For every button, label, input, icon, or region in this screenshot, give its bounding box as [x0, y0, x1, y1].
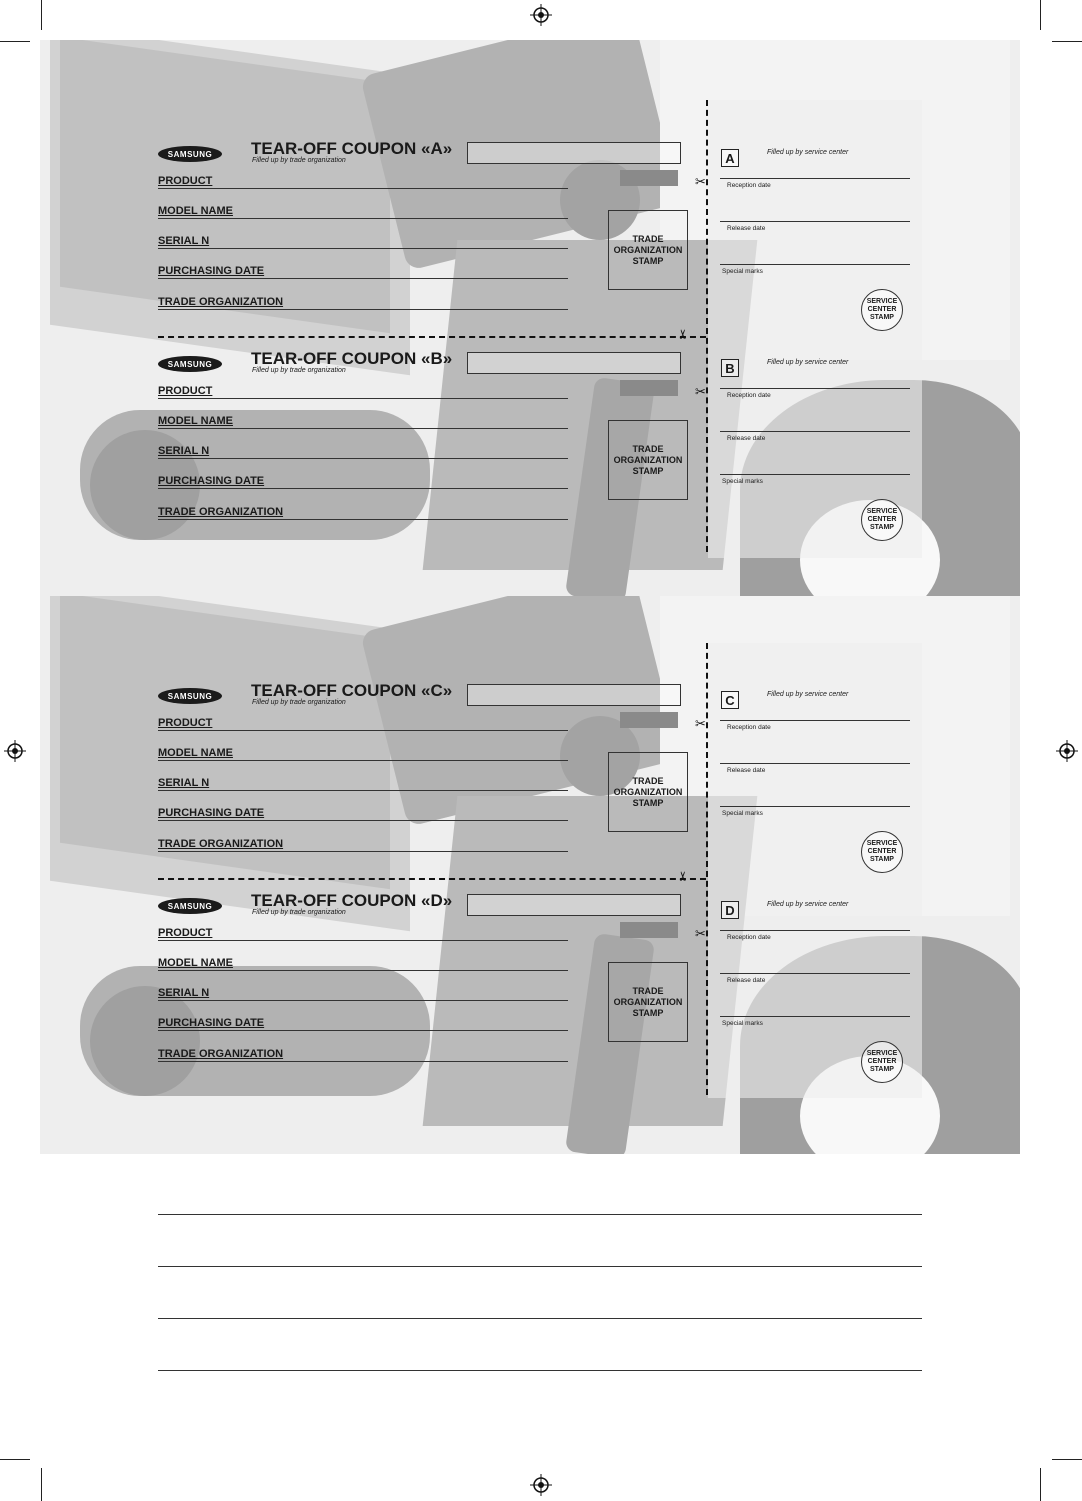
- scissors-icon: ✂: [695, 716, 706, 731]
- service-entry-line[interactable]: [720, 973, 910, 974]
- field-entry-line[interactable]: [158, 1030, 568, 1031]
- stamp-text: CENTER: [867, 1058, 897, 1065]
- field-label: MODEL NAME: [158, 415, 233, 427]
- service-field-label: Special marks: [722, 478, 763, 485]
- field-label: PRODUCT: [158, 927, 213, 939]
- service-subtitle: Filled up by service center: [767, 691, 849, 698]
- samsung-logo: SAMSUNG: [158, 688, 222, 704]
- service-field-label: Reception date: [727, 392, 771, 399]
- service-entry-line[interactable]: [720, 221, 910, 222]
- service-center-stamp: [861, 831, 903, 873]
- notes-line: [158, 1370, 922, 1371]
- service-entry-line[interactable]: [720, 720, 910, 721]
- stamp-text: SERVICE: [866, 298, 898, 305]
- field-label: MODEL NAME: [158, 957, 233, 969]
- notes-line: [158, 1318, 922, 1319]
- field-entry-line[interactable]: [158, 730, 568, 731]
- service-entry-line[interactable]: [720, 763, 910, 764]
- field-label: SERIAL N: [158, 777, 210, 789]
- service-field-label: Release date: [727, 435, 766, 442]
- field-entry-line[interactable]: [158, 278, 568, 279]
- service-field-label: Special marks: [722, 810, 763, 817]
- stamp-text: STAMP: [870, 856, 894, 863]
- stamp-text: TRADE: [632, 233, 664, 244]
- crop-mark: [41, 1468, 42, 1501]
- crop-mark: [1052, 1459, 1082, 1460]
- coupon-subtitle: Filled up by trade organization: [252, 699, 346, 706]
- service-subtitle: Filled up by service center: [767, 359, 849, 366]
- field-entry-line[interactable]: [158, 1061, 568, 1062]
- stamp-text: SERVICE: [866, 508, 898, 515]
- gray-tab: [620, 170, 678, 186]
- coupon-letter-box: D: [721, 901, 739, 919]
- service-subtitle: Filled up by service center: [767, 901, 849, 908]
- stamp-text: STAMP: [632, 1007, 664, 1018]
- field-label: MODEL NAME: [158, 747, 233, 759]
- coupon-title: TEAR-OFF COUPON «A»: [251, 139, 453, 158]
- field-entry-line[interactable]: [158, 790, 568, 791]
- samsung-logo: SAMSUNG: [158, 146, 222, 162]
- service-entry-line[interactable]: [720, 178, 910, 179]
- field-entry-line[interactable]: [158, 488, 568, 489]
- field-label: PURCHASING DATE: [158, 475, 265, 487]
- field-entry-line[interactable]: [158, 428, 568, 429]
- field-entry-line[interactable]: [158, 851, 568, 852]
- crop-mark: [1040, 0, 1041, 30]
- samsung-logo: SAMSUNG: [158, 356, 222, 372]
- field-label: SERIAL N: [158, 445, 210, 457]
- field-label: MODEL NAME: [158, 205, 233, 217]
- cut-line-vertical: [706, 100, 708, 552]
- trade-organization-stamp: [608, 420, 688, 500]
- service-field-label: Special marks: [722, 268, 763, 275]
- field-label: TRADE ORGANIZATION: [158, 506, 284, 518]
- field-entry-line[interactable]: [158, 188, 568, 189]
- coupon-subtitle: Filled up by trade organization: [252, 157, 346, 164]
- trade-organization-stamp: [608, 962, 688, 1042]
- field-label: PURCHASING DATE: [158, 1017, 265, 1029]
- service-field-label: Reception date: [727, 724, 771, 731]
- stamp-text: STAMP: [870, 1066, 894, 1073]
- service-entry-line[interactable]: [720, 474, 910, 475]
- coupon-subtitle: Filled up by trade organization: [252, 367, 346, 374]
- crop-mark: [1040, 1468, 1041, 1501]
- registration-mark-icon: [4, 740, 26, 762]
- scissors-icon: ✂: [695, 384, 706, 399]
- stamp-text: ORGANIZATION: [613, 786, 683, 797]
- service-center-stamp: [861, 499, 903, 541]
- field-entry-line[interactable]: [158, 940, 568, 941]
- notes-line: [158, 1266, 922, 1267]
- coupon-title: TEAR-OFF COUPON «B»: [251, 349, 453, 368]
- coupon-subtitle: Filled up by trade organization: [252, 909, 346, 916]
- stamp-text: ORGANIZATION: [613, 996, 683, 1007]
- notes-line: [158, 1214, 922, 1215]
- field-label: TRADE ORGANIZATION: [158, 838, 284, 850]
- trade-organization-stamp: [608, 210, 688, 290]
- scissors-icon: ✂: [675, 870, 691, 882]
- stamp-text: STAMP: [870, 524, 894, 531]
- field-entry-line[interactable]: [158, 970, 568, 971]
- service-center-stamp: [861, 1041, 903, 1083]
- service-field-label: Release date: [727, 225, 766, 232]
- field-label: TRADE ORGANIZATION: [158, 1048, 284, 1060]
- crop-mark: [0, 1459, 30, 1460]
- field-entry-line[interactable]: [158, 760, 568, 761]
- field-label: SERIAL N: [158, 235, 210, 247]
- gray-tab: [620, 922, 678, 938]
- stamp-text: STAMP: [632, 797, 664, 808]
- field-label: PRODUCT: [158, 385, 213, 397]
- field-entry-line[interactable]: [158, 248, 568, 249]
- registration-mark-icon: [530, 4, 552, 26]
- scissors-icon: ✂: [695, 926, 706, 941]
- service-entry-line[interactable]: [720, 930, 910, 931]
- field-label: PRODUCT: [158, 175, 213, 187]
- field-entry-line[interactable]: [158, 398, 568, 399]
- coupon-letter-box: C: [721, 691, 739, 709]
- stamp-text: SERVICE: [866, 840, 898, 847]
- trade-organization-stamp: [608, 752, 688, 832]
- service-entry-line[interactable]: [720, 264, 910, 265]
- gray-tab: [620, 712, 678, 728]
- scissors-icon: ✂: [675, 328, 691, 340]
- stamp-text: TRADE: [632, 985, 664, 996]
- crop-mark: [41, 0, 42, 30]
- coupon-number-field[interactable]: [467, 684, 681, 706]
- stamp-text: TRADE: [632, 775, 664, 786]
- field-entry-line[interactable]: [158, 820, 568, 821]
- samsung-logo: SAMSUNG: [158, 898, 222, 914]
- cut-line-vertical: [706, 643, 708, 1095]
- coupon-title: TEAR-OFF COUPON «C»: [251, 681, 453, 700]
- field-entry-line[interactable]: [158, 519, 568, 520]
- registration-mark-icon: [1056, 740, 1078, 762]
- stamp-text: STAMP: [632, 255, 664, 266]
- coupon-letter-box: A: [721, 149, 739, 167]
- cut-line-horizontal: [158, 336, 706, 338]
- service-center-stamp: [861, 289, 903, 331]
- stamp-text: CENTER: [867, 516, 897, 523]
- field-entry-line[interactable]: [158, 309, 568, 310]
- field-entry-line[interactable]: [158, 458, 568, 459]
- service-field-label: Release date: [727, 977, 766, 984]
- registration-mark-icon: [530, 1474, 552, 1496]
- coupon-title: TEAR-OFF COUPON «D»: [251, 891, 453, 910]
- service-entry-line[interactable]: [720, 388, 910, 389]
- stamp-text: TRADE: [632, 443, 664, 454]
- service-field-label: Reception date: [727, 934, 771, 941]
- coupon-number-field[interactable]: [467, 352, 681, 374]
- field-label: PRODUCT: [158, 717, 213, 729]
- cut-line-horizontal: [158, 878, 706, 880]
- coupon-number-field[interactable]: [467, 142, 681, 164]
- service-field-label: Special marks: [722, 1020, 763, 1027]
- field-entry-line[interactable]: [158, 218, 568, 219]
- coupon-letter-box: B: [721, 359, 739, 377]
- crop-mark: [0, 41, 30, 42]
- crop-mark: [1052, 41, 1082, 42]
- service-entry-line[interactable]: [720, 431, 910, 432]
- stamp-text: ORGANIZATION: [613, 244, 683, 255]
- service-field-label: Release date: [727, 767, 766, 774]
- service-entry-line[interactable]: [720, 806, 910, 807]
- scissors-icon: ✂: [695, 174, 706, 189]
- coupon-number-field[interactable]: [467, 894, 681, 916]
- stamp-text: CENTER: [867, 848, 897, 855]
- field-label: SERIAL N: [158, 987, 210, 999]
- service-entry-line[interactable]: [720, 1016, 910, 1017]
- service-field-label: Reception date: [727, 182, 771, 189]
- stamp-text: ORGANIZATION: [613, 454, 683, 465]
- stamp-text: SERVICE: [866, 1050, 898, 1057]
- field-label: TRADE ORGANIZATION: [158, 296, 284, 308]
- field-entry-line[interactable]: [158, 1000, 568, 1001]
- service-subtitle: Filled up by service center: [767, 149, 849, 156]
- stamp-text: STAMP: [870, 314, 894, 321]
- stamp-text: STAMP: [632, 465, 664, 476]
- stamp-text: CENTER: [867, 306, 897, 313]
- field-label: PURCHASING DATE: [158, 807, 265, 819]
- gray-tab: [620, 380, 678, 396]
- field-label: PURCHASING DATE: [158, 265, 265, 277]
